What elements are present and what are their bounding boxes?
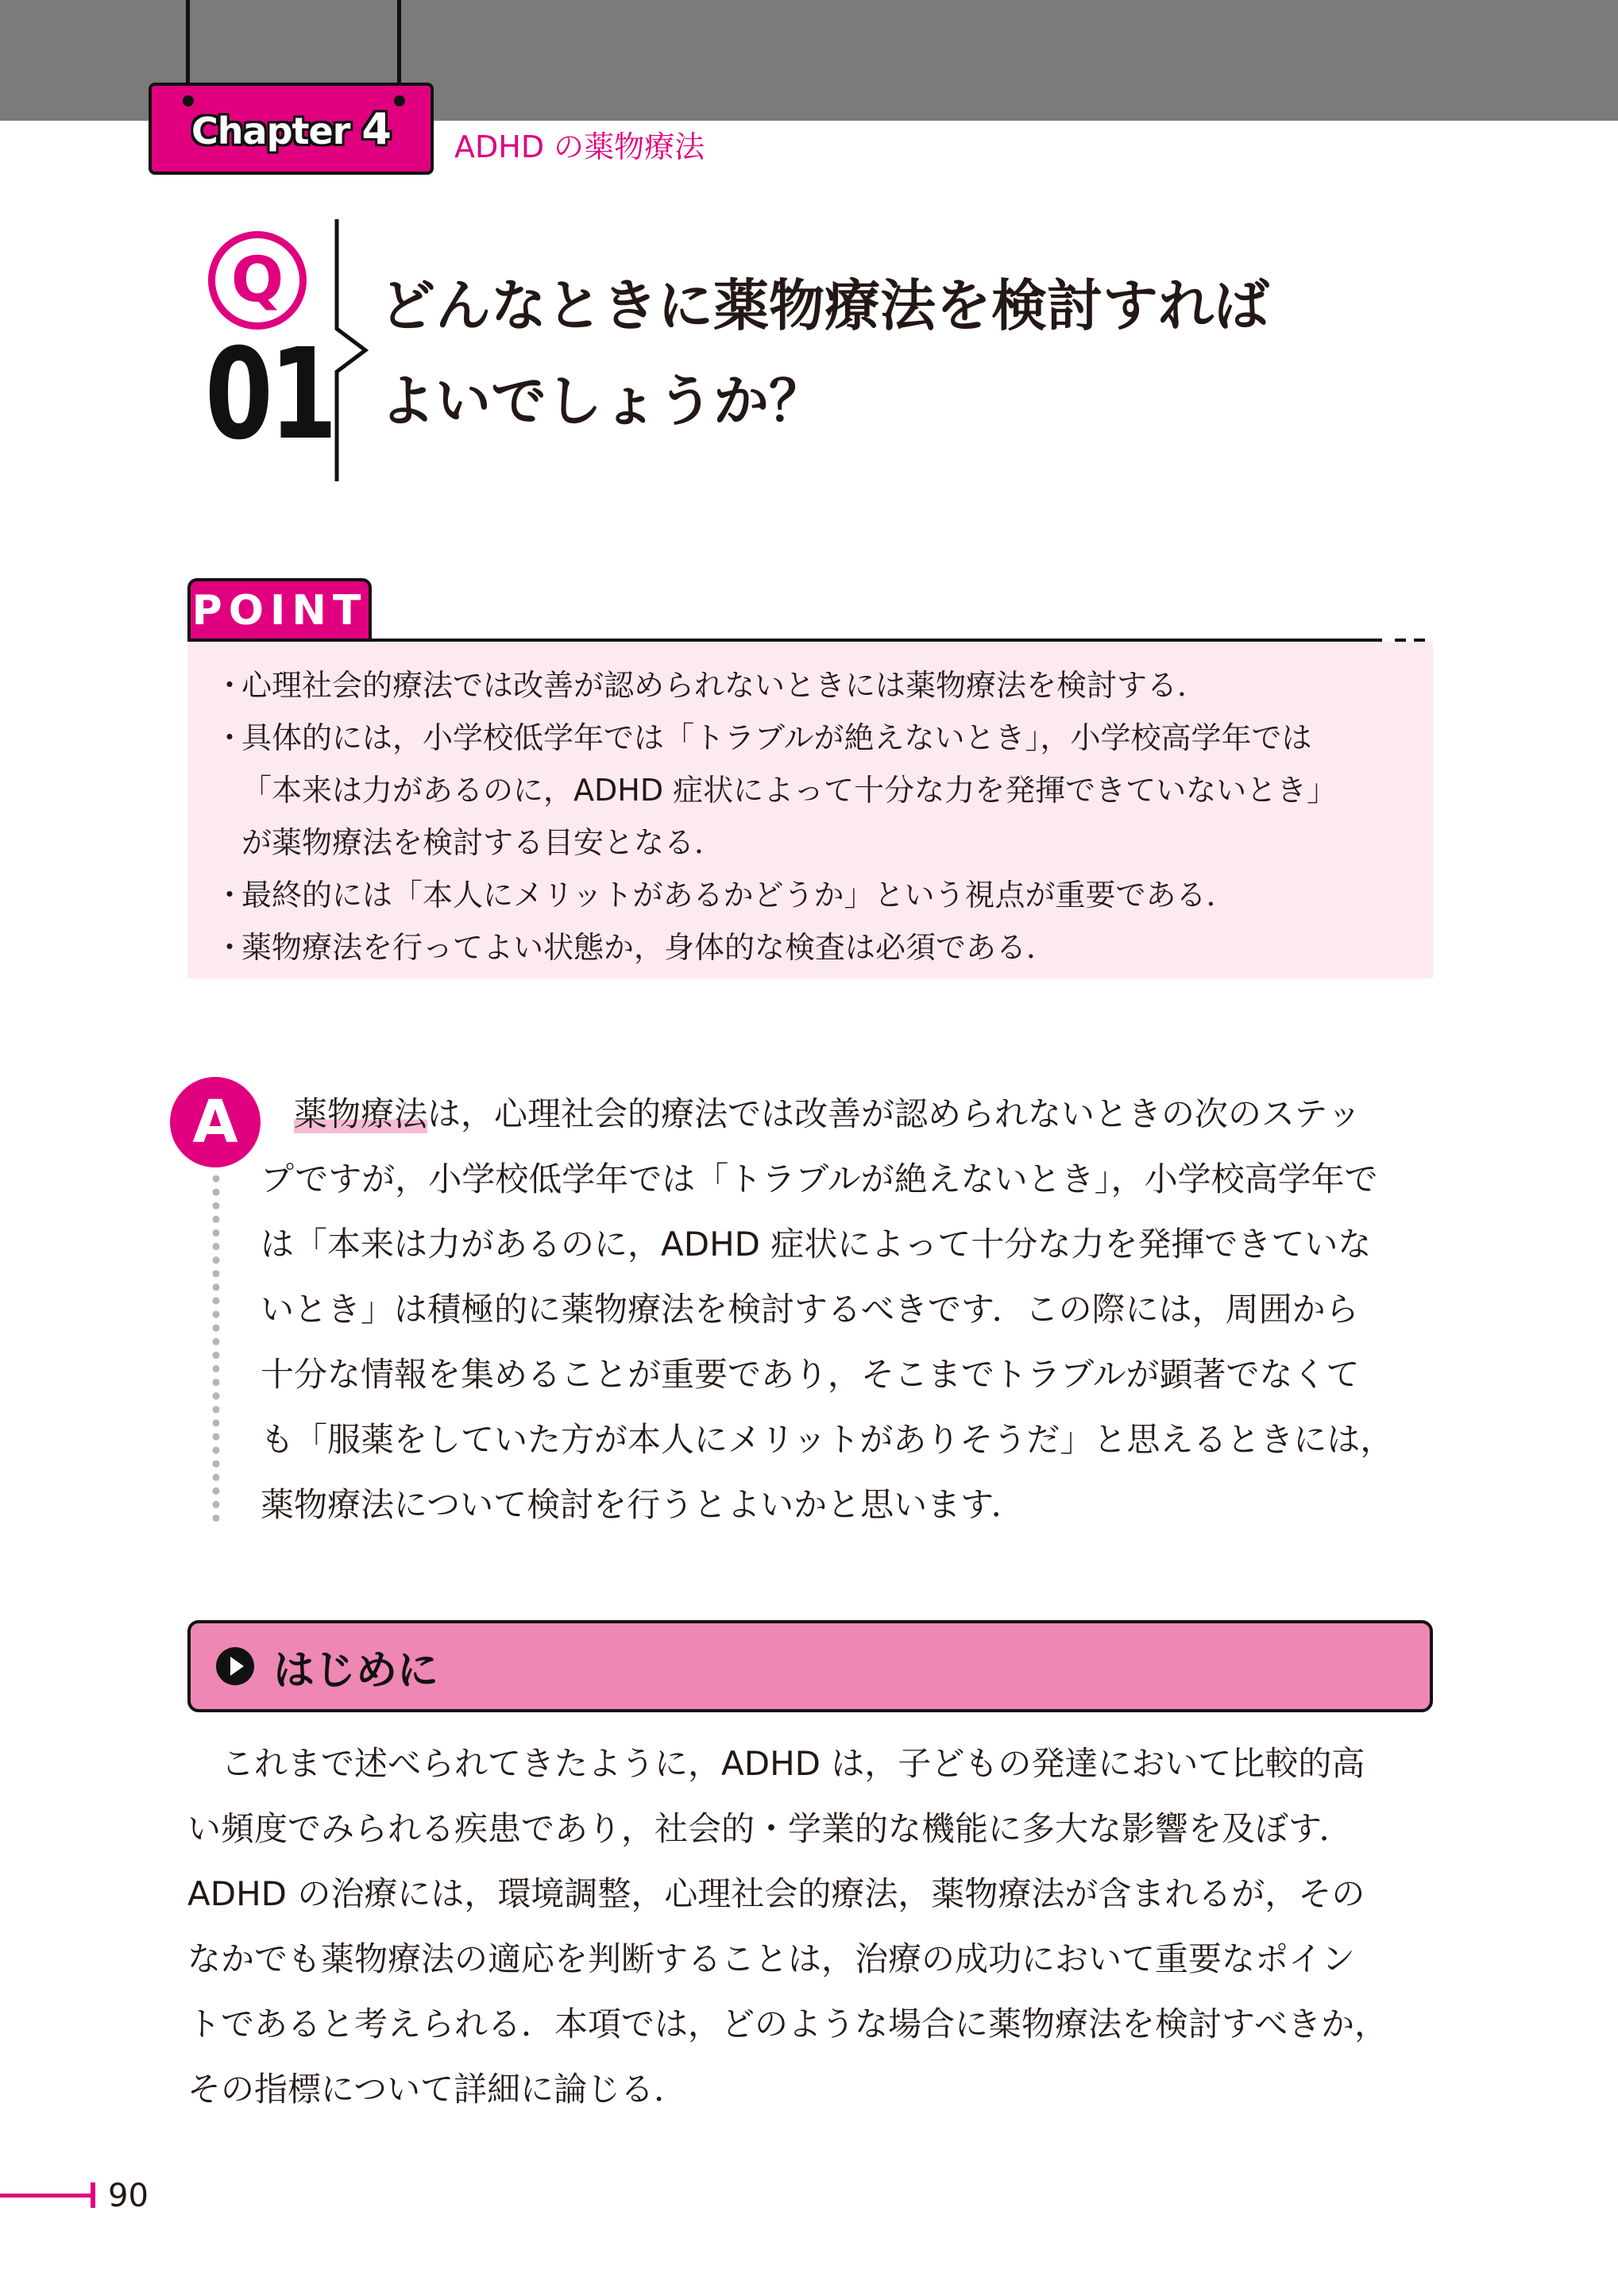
point-list <box>208 659 1337 974</box>
answer-line: 薬物療法について検討を行うとよいかと思います． <box>261 1485 1025 1524</box>
answer-line: 薬物療法は，心理社会的療法では改善が認められないときの次のステッ <box>294 1094 1361 1133</box>
answer-line: プですが，小学校低学年では「トラブルが絶えないとき」，小学校高学年で <box>261 1160 1378 1198</box>
answer-letter-badge: A <box>170 1077 261 1167</box>
hanger-dot-right <box>394 95 405 106</box>
point-item: ・ 薬物療法を行ってよい状態か，身体的な検査は必須である． <box>214 930 1057 965</box>
answer-line: 十分な情報を集めることが重要であり，そこまでトラブルが顕著でなくて <box>261 1355 1360 1394</box>
paragraph-line: ADHD の治療には，環境調整，心理社会的療法，薬物療法が含まれるが，その <box>187 1874 1365 1913</box>
question-title-line: どんなときに薬物療法を検討すれば <box>380 273 1269 338</box>
point-item: ・ 心理社会的療法では改善が認められないときには薬物療法を検討する． <box>214 668 1208 703</box>
page-number-tick <box>91 2182 95 2208</box>
highlighted-term: 薬物療法 <box>294 1094 428 1133</box>
question-title-line: よいでしょうか？ <box>380 369 824 434</box>
bracket-divider-icon <box>334 219 370 481</box>
answer-line: は「本来は力があるのに，ADHD 症状によって十分な力を発揮できていな <box>261 1225 1372 1264</box>
answer-line: も「服薬をしていた方が本人にメリットがありそうだ」と思えるときには， <box>261 1420 1394 1459</box>
paragraph-line: その指標について詳細に論じる． <box>187 2070 688 2109</box>
section-header <box>187 1620 1433 1712</box>
play-circle-icon <box>214 1646 256 1687</box>
answer-line: いとき」は積極的に薬物療法を検討するべきです．この際には，周囲から <box>261 1290 1359 1329</box>
question-letter-badge: Q <box>208 231 307 330</box>
paragraph-line: い頻度でみられる疾患であり，社会的・学業的な機能に多大な影響を及ぼす． <box>187 1809 1353 1848</box>
question-number: 01 <box>205 322 334 468</box>
paragraph-line: トであると考えられる．本項では，どのような場合に薬物療法を検討すべきか， <box>187 2005 1388 2043</box>
hanger-dot-left <box>183 95 194 106</box>
chapter-title: ADHD の薬物療法 <box>454 129 705 164</box>
section-paragraph <box>187 1731 1442 2122</box>
paragraph-line: なかでも薬物療法の適応を判断することは，治療の成功において重要なポイン <box>187 1939 1356 1978</box>
point-label: POINT <box>187 578 372 640</box>
dotted-guide-line <box>210 1175 222 1525</box>
question-title <box>380 258 1269 449</box>
section-title: はじめに <box>273 1646 439 1695</box>
answer-text <box>261 1082 1436 1538</box>
page-number-rule <box>0 2194 94 2198</box>
page-number: 90 <box>108 2178 149 2214</box>
point-item: ・ 最終的には「本人にメリットがあるかどうか」という視点が重要である． <box>214 878 1237 913</box>
paragraph-line: これまで述べられてきたように，ADHD は，子どもの発達において比較的高 <box>187 1744 1365 1783</box>
chapter-label: Chapter 4 <box>191 103 391 154</box>
point-item: ・ 具体的には，小学校低学年では「トラブルが絶えないとき」，小学校高学年では 「本来は力があるのに，ADHD 症状によって十分な力を発揮できていないとき」 が薬物療法を検討する目安となる． <box>214 720 1338 860</box>
